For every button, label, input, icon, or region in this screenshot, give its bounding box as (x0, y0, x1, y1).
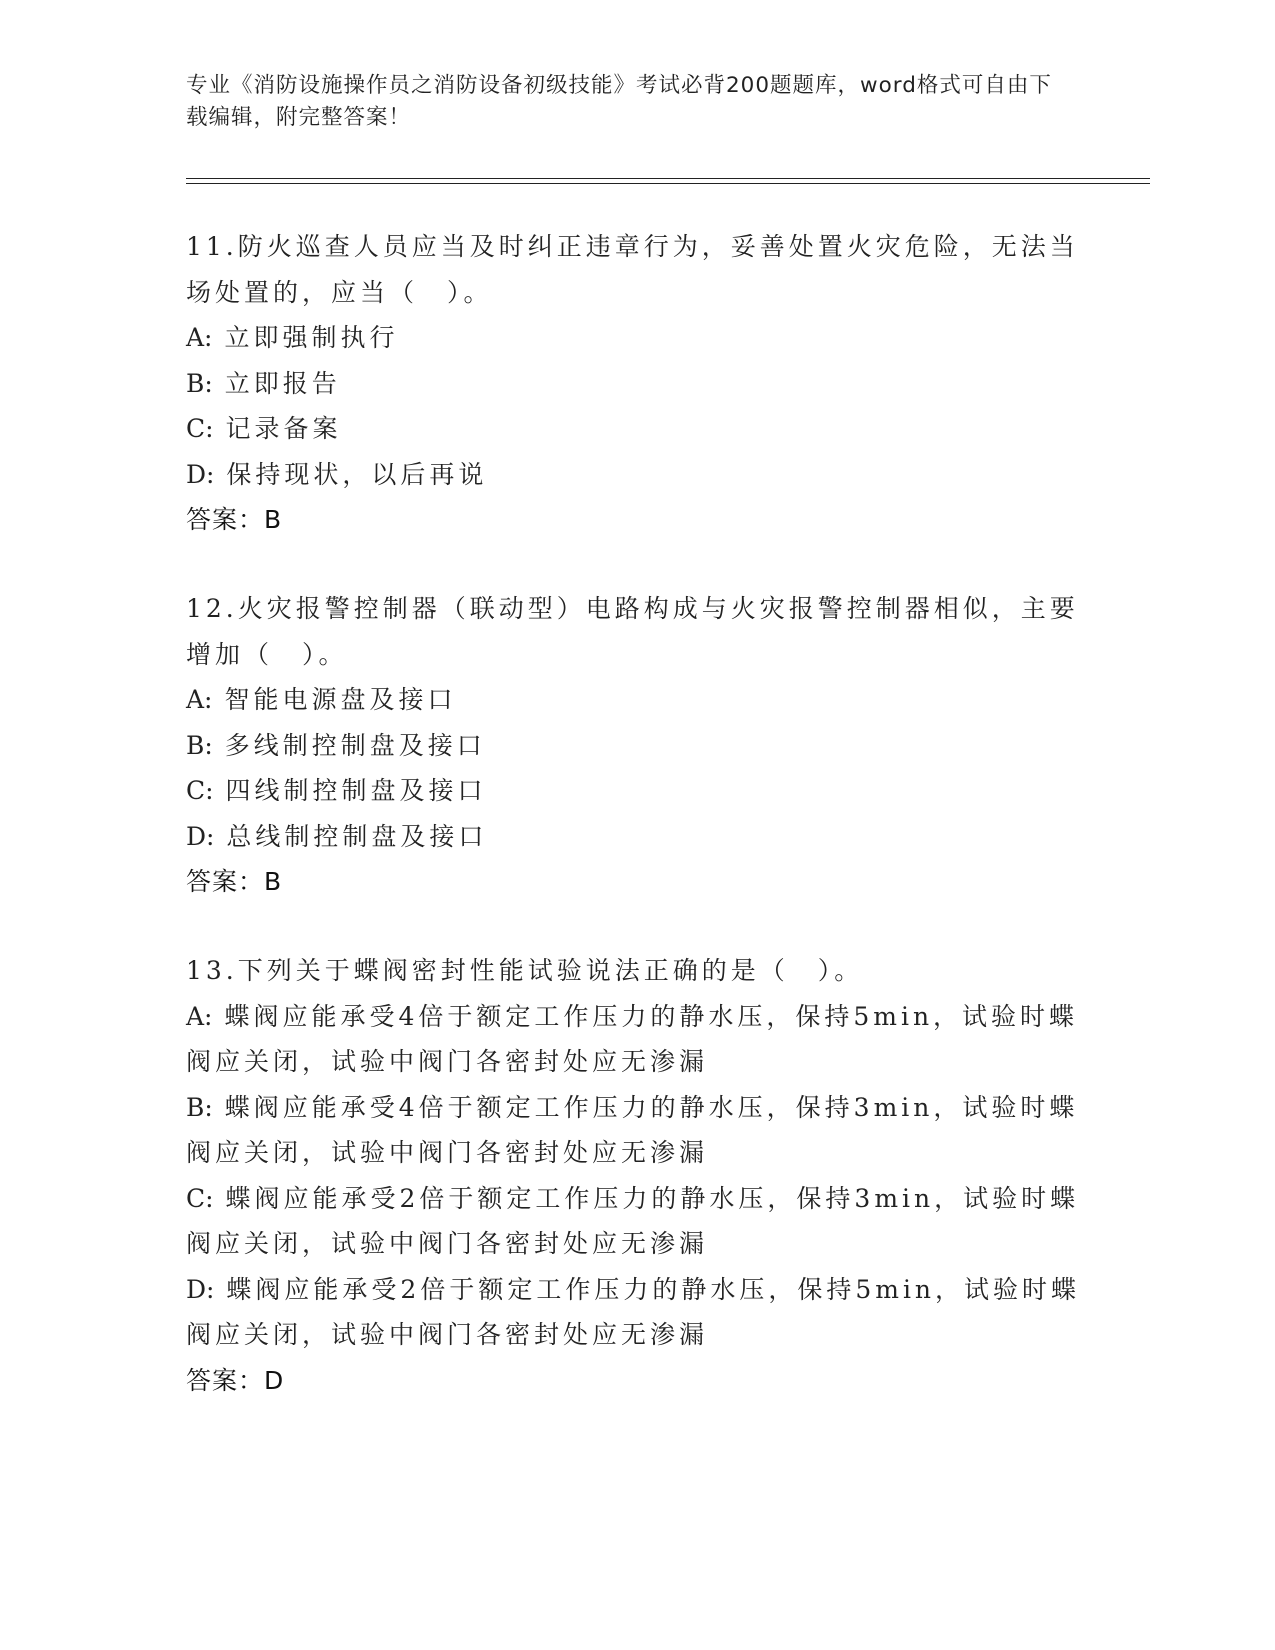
option-b (186, 361, 1086, 407)
option-letter: B: (186, 1092, 213, 1122)
question-block (186, 224, 1086, 543)
option-text: 立即报告 (224, 368, 341, 398)
option-letter: A: (186, 323, 213, 352)
option-text: 保持现状，以后再说 (226, 459, 488, 489)
option-d (186, 452, 1086, 498)
answer-line: 答案：D (186, 1365, 285, 1395)
option-text: 总线制控制盘及接口 (226, 821, 488, 851)
header-divider (186, 178, 1150, 184)
question-stem: 11.防火巡查人员应当及时纠正违章行为，妥善处置火灾危险，无法当场处置的，应当（ ）。 (186, 232, 1079, 307)
option-text: 蝶阀应能承受4倍于额定工作压力的静水压，保持3min，试验时蝶阀应关闭，试验中阀门各密封处应无渗漏 (186, 1092, 1079, 1167)
option-letter: B: (186, 730, 213, 760)
question-block (186, 948, 1086, 1403)
option-letter: C: (186, 414, 214, 443)
option-c (186, 1176, 1086, 1267)
option-letter: B: (186, 368, 213, 398)
option-letter: D: (186, 459, 215, 489)
option-c (186, 406, 1086, 452)
option-a (186, 677, 1086, 723)
option-text: 蝶阀应能承受2倍于额定工作压力的静水压，保持3min，试验时蝶阀应关闭，试验中阀门各密封处应无渗漏 (186, 1183, 1080, 1258)
question-stem: 13.下列关于蝶阀密封性能试验说法正确的是（ ）。 (186, 956, 864, 985)
option-text: 四线制控制盘及接口 (225, 776, 487, 805)
question-block (186, 586, 1086, 905)
option-text: 立即强制执行 (224, 323, 399, 352)
option-letter: D: (186, 1274, 215, 1304)
option-letter: A: (186, 685, 213, 714)
option-letter: D: (186, 821, 215, 851)
answer-line: 答案：B (186, 867, 283, 896)
answer-line: 答案：B (186, 505, 283, 534)
option-d (186, 814, 1086, 860)
option-d (186, 1267, 1086, 1358)
option-a (186, 994, 1086, 1085)
document-header: 专业《消防设施操作员之消防设备初级技能》考试必背200题题库，word格式可自由下载编辑，附完整答案！ (186, 73, 1052, 130)
question-stem: 12.火灾报警控制器（联动型）电路构成与火灾报警控制器相似，主要增加（ ）。 (186, 594, 1079, 669)
option-text: 蝶阀应能承受2倍于额定工作压力的静水压，保持5min，试验时蝶阀应关闭，试验中阀门各密封处应无渗漏 (186, 1274, 1081, 1349)
option-text: 记录备案 (225, 414, 342, 443)
option-letter: C: (186, 776, 214, 805)
option-c (186, 768, 1086, 814)
option-letter: A: (186, 1001, 213, 1031)
option-a (186, 315, 1086, 361)
option-letter: C: (186, 1183, 214, 1213)
option-text: 智能电源盘及接口 (224, 685, 457, 714)
option-text: 多线制控制盘及接口 (224, 730, 486, 760)
option-b (186, 723, 1086, 769)
option-text: 蝶阀应能承受4倍于额定工作压力的静水压，保持5min，试验时蝶阀应关闭，试验中阀门各密封处应无渗漏 (186, 1001, 1079, 1076)
option-b (186, 1085, 1086, 1176)
